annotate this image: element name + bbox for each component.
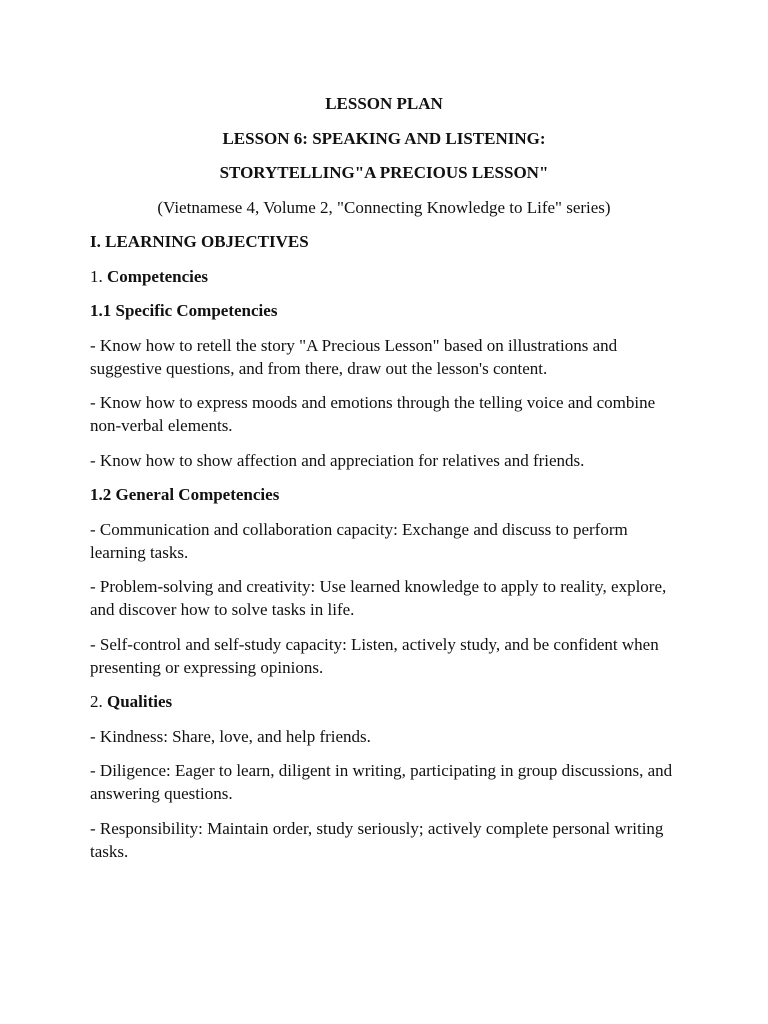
- general-competencies-heading: 1.2 General Competencies: [90, 485, 280, 504]
- source-line: (Vietnamese 4, Volume 2, "Connecting Knowledge to Life" series): [157, 197, 611, 217]
- section-heading-objectives: I. LEARNING OBJECTIVES: [90, 232, 309, 251]
- quality-item-3: - Responsibility: Maintain order, study seriously; actively complete personal writing tasks.: [90, 818, 664, 861]
- competencies-heading: [90, 265, 682, 288]
- document-page: [90, 92, 682, 874]
- document-title: LESSON PLAN: [325, 94, 443, 113]
- specific-item-3: - Know how to show affection and appreciation for relatives and friends.: [90, 450, 585, 470]
- specific-item-2: - Know how to express moods and emotions through the telling voice and combine non-verbal elements.: [90, 393, 656, 435]
- specific-competencies-heading: 1.1 Specific Competencies: [90, 301, 278, 320]
- qualities-number: 2.: [90, 692, 107, 711]
- quality-item-1: - Kindness: Share, love, and help friends.: [90, 726, 371, 746]
- lesson-title: LESSON 6: SPEAKING AND LISTENING:: [222, 128, 546, 148]
- specific-item-1: - Know how to retell the story "A Precious Lesson" based on illustrations and suggestive questions, and from there, draw out the lesson's content.: [90, 335, 618, 378]
- qualities-heading: [90, 690, 682, 713]
- general-item-3: - Self-control and self-study capacity: Listen, actively study, and be confident when presenting or expressing opinions.: [90, 634, 659, 677]
- story-title: STORYTELLING"A PRECIOUS LESSON": [219, 163, 549, 182]
- quality-item-2: - Diligence: Eager to learn, diligent in writing, participating in group discussions, and answering questions.: [90, 761, 673, 803]
- competencies-label: Competencies: [107, 266, 209, 286]
- general-item-2: - Problem-solving and creativity: Use learned knowledge to apply to reality, explore, and discover how to solve tasks in life.: [90, 577, 667, 619]
- competencies-number: 1.: [90, 266, 107, 286]
- general-item-1: - Communication and collaboration capacity: Exchange and discuss to perform learning tasks.: [90, 519, 628, 562]
- qualities-label: Qualities: [107, 692, 173, 711]
